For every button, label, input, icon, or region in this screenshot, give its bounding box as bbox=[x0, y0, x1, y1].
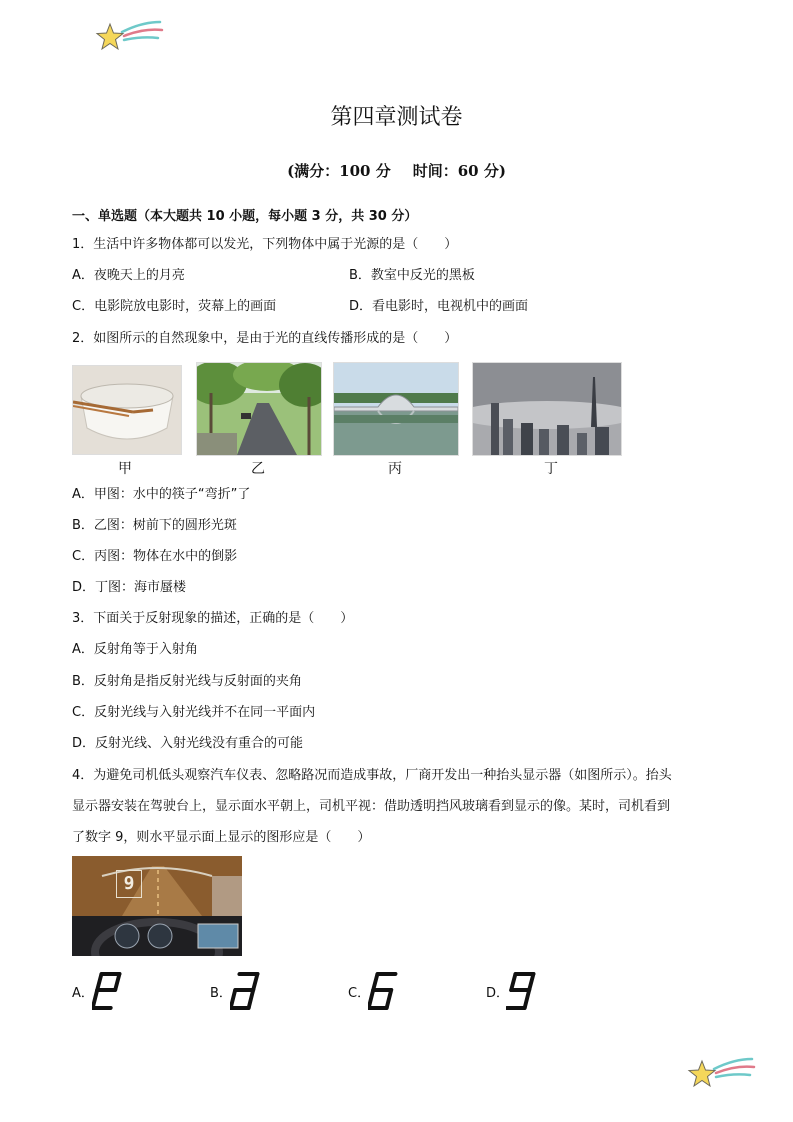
q4-option-c-glyph bbox=[368, 970, 402, 1012]
question-4-stem-line-1: 4．为避免司机低头观察汽车仪表、忽略路况而造成事故，厂商开发出一种抬头显示器（如图所示）。抬头 bbox=[72, 768, 672, 783]
q3-option-b: B．反射角是指反射光线与反射面的夹角 bbox=[72, 674, 302, 689]
q4-option-c-label: C． bbox=[348, 986, 371, 1001]
shooting-star-icon bbox=[92, 18, 164, 58]
q4-option-b-glyph bbox=[230, 970, 264, 1012]
q4-option-d-glyph bbox=[506, 970, 540, 1012]
q4-option-a-label: A． bbox=[72, 986, 94, 1001]
question-2-stem: 2．如图所示的自然现象中，是由于光的直线传播形成的是（ ） bbox=[72, 331, 458, 346]
full-score: (满分：100 分 bbox=[287, 162, 391, 180]
caption-yi: 乙 bbox=[251, 461, 265, 477]
q4-option-a-glyph bbox=[92, 970, 126, 1012]
hud-digit: 9 bbox=[116, 870, 142, 898]
time-limit: 时间：60 分) bbox=[412, 162, 506, 180]
q2-option-c: C．丙图：物体在水中的倒影 bbox=[72, 549, 238, 564]
figure-ding-city-mirage bbox=[472, 362, 622, 456]
q4-option-b-label: B． bbox=[210, 986, 232, 1001]
caption-bing: 丙 bbox=[388, 461, 402, 477]
shooting-star-icon bbox=[684, 1055, 756, 1095]
figure-bing-bridge-reflection bbox=[333, 362, 459, 456]
q4-option-d-label: D． bbox=[486, 986, 510, 1001]
caption-ding: 丁 bbox=[544, 461, 558, 477]
figure-hud-dashboard bbox=[72, 856, 242, 956]
section-heading: 一、单选题（本大题共 10 小题，每小题 3 分，共 30 分） bbox=[72, 209, 418, 224]
question-4-stem-line-2: 显示器安装在驾驶台上，显示面水平朝上，司机平视：借助透明挡风玻璃看到显示的像。某时，司机看到 bbox=[72, 799, 671, 814]
question-3-stem: 3．下面关于反射现象的描述，正确的是（ ） bbox=[72, 611, 354, 626]
question-4-stem-line-3: 了数字 9，则水平显示面上显示的图形应是（ ） bbox=[72, 830, 371, 845]
page-title: 第四章测试卷 bbox=[330, 105, 463, 130]
q1-option-d: D．看电影时，电视机中的画面 bbox=[349, 299, 529, 314]
question-1-stem: 1．生活中许多物体都可以发光，下列物体中属于光源的是（ ） bbox=[72, 237, 458, 252]
q2-option-d: D．丁图：海市蜃楼 bbox=[72, 580, 187, 595]
figure-yi-tree-road bbox=[196, 362, 322, 456]
q3-option-d: D．反射光线、入射光线没有重合的可能 bbox=[72, 736, 304, 751]
q2-option-a: A．甲图：水中的筷子“弯折”了 bbox=[72, 487, 251, 502]
q1-option-a: A．夜晚天上的月亮 bbox=[72, 268, 185, 283]
figure-jia-chopsticks-bowl bbox=[72, 365, 182, 455]
q3-option-c: C．反射光线与入射光线并不在同一平面内 bbox=[72, 705, 316, 720]
q3-option-a: A．反射角等于入射角 bbox=[72, 642, 198, 657]
caption-jia: 甲 bbox=[118, 461, 132, 477]
q2-option-b: B．乙图：树前下的圆形光斑 bbox=[72, 518, 237, 533]
score-time-line bbox=[0, 160, 793, 181]
q1-option-c: C．电影院放电影时，荧幕上的画面 bbox=[72, 299, 277, 314]
q1-option-b: B．教室中反光的黑板 bbox=[349, 268, 475, 283]
